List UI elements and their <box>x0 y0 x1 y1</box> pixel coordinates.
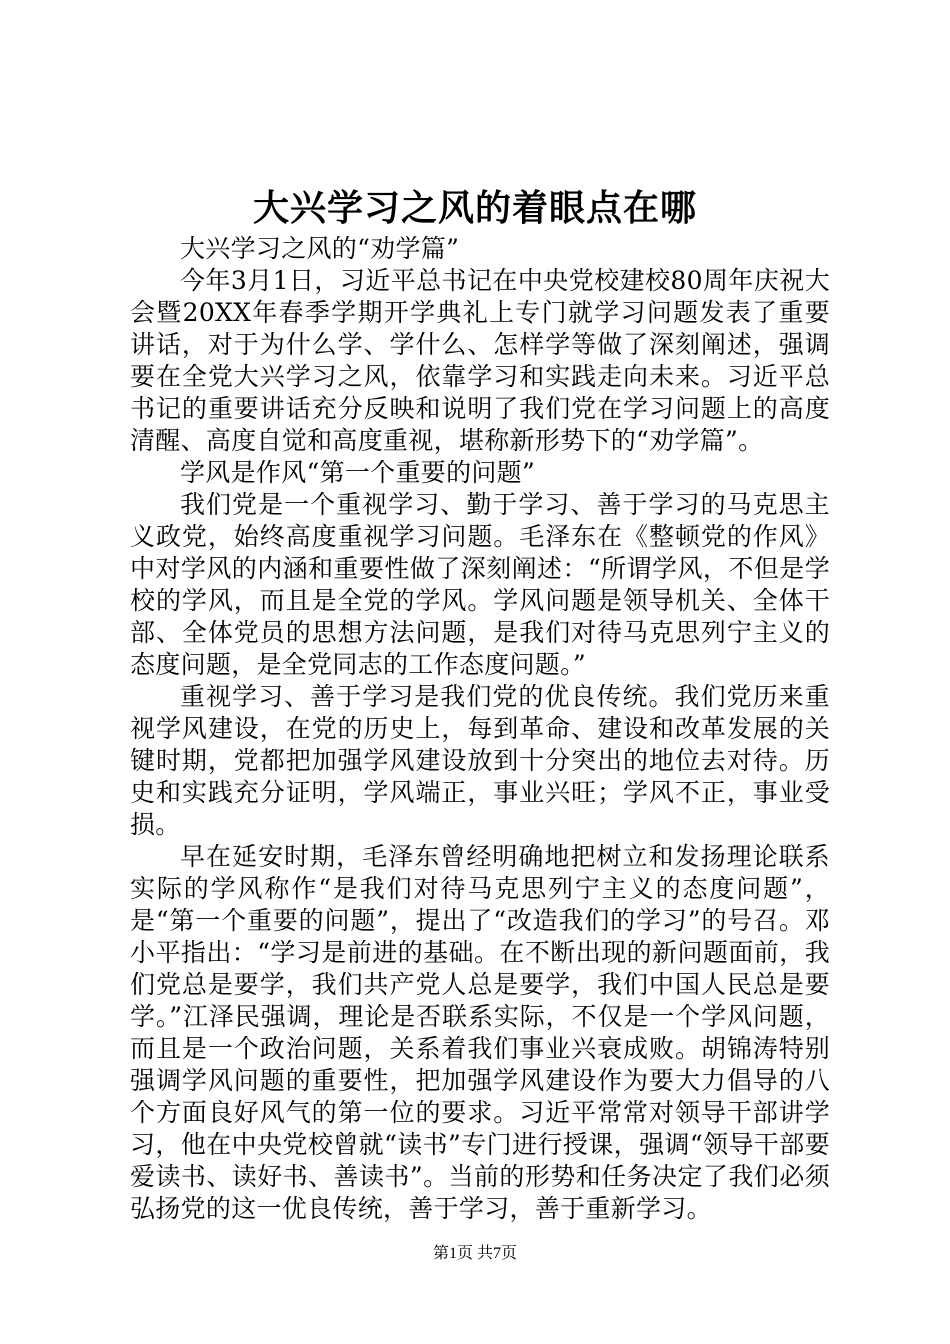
body-paragraph: 我们党是一个重视学习、勤于学习、善于学习的马克思主义政党，始终高度重视学习问题。毛泽东在《整顿党的作风》中对学风的内涵和重要性做了深刻阐述：“所谓学风，不但是学校的学风，而且是全党的学风。学风问题是领导机关、全体干部、全体党员的思想方法问题，是我们对待马克思列宁主义的态度问题，是全党同志的工作态度问题。” <box>130 490 830 679</box>
body-paragraph: 早在延安时期，毛泽东曾经明确地把树立和发扬理论联系实际的学风称作“是我们对待马克思列宁主义的态度问题”，是“第一个重要的问题”，提出了“改造我们的学习”的号召。邓小平指出：“学习是前进的基础。在不断出现的新问题面前，我们党总是要学，我们共产党人总是要学，我们中国人民总是要学。”江泽民强调，理论是否联系实际，不仅是一个学风问题，而且是一个政治问题，关系着我们事业兴衰成败。胡锦涛特别强调学风问题的重要性，把加强学风建设作为要大力倡导的八个方面良好风气的第一位的要求。习近平常常对领导干部讲学习，他在中央党校曾就“读书”专门进行授课，强调“领导干部要爱读书、读好书、善读书”。当前的形势和任务决定了我们必须弘扬党的这一优良传统，善于学习，善于重新学习。 <box>130 842 830 1223</box>
section-heading-quanxuepian: 大兴学习之风的“劝学篇” <box>180 234 460 263</box>
document-title: 大兴学习之风的着眼点在哪 <box>252 188 697 229</box>
section-heading-xuefeng: 学风是作风“第一个重要的问题” <box>180 458 536 487</box>
page-number-footer: 第1页 共7页 <box>432 1245 517 1262</box>
document-body <box>130 233 830 1225</box>
body-paragraph: 重视学习、善于学习是我们党的优良传统。我们党历来重视学风建设，在党的历史上，每到革命、建设和改革发展的关键时期，党都把加强学风建设放到十分突出的地位去对待。历史和实践充分证明，学风端正，事业兴旺；学风不正，事业受损。 <box>130 682 830 839</box>
body-paragraph: 今年3月1日，习近平总书记在中央党校建校80周年庆祝大会暨20XX年春季学期开学典礼上专门就学习问题发表了重要讲话，对于为什么学、学什么、怎样学等做了深刻阐述，强调要在全党大兴学习之风，依靠学习和实践走向未来。习近平总书记的重要讲话充分反映和说明了我们党在学习问题上的高度清醒、高度自觉和高度重视，堪称新形势下的“劝学篇”。 <box>130 266 830 455</box>
